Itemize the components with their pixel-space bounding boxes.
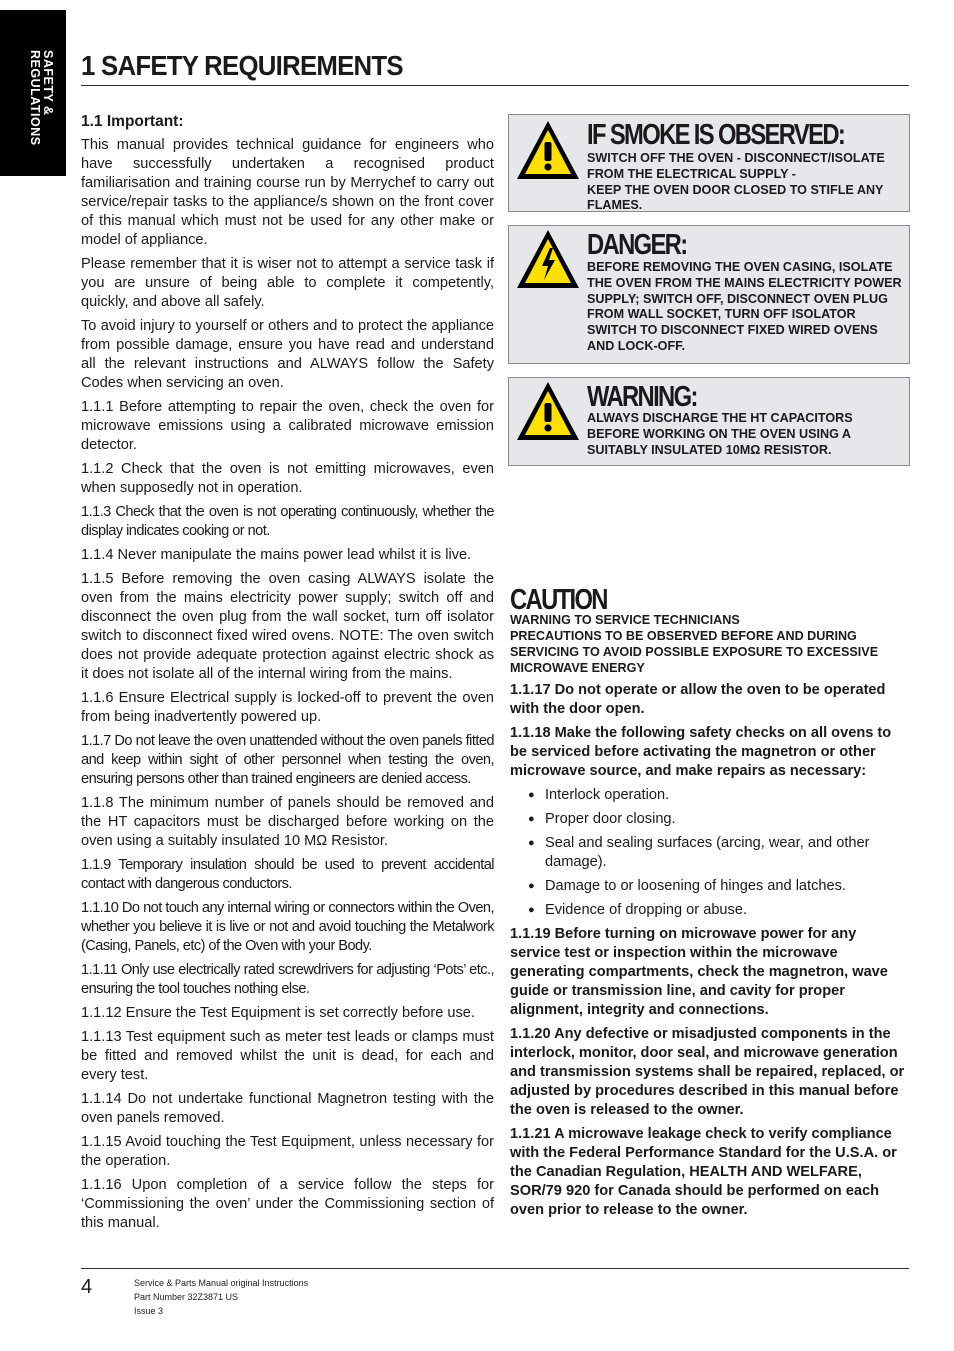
section-heading: 1.1 Important: <box>81 113 184 130</box>
smoke-notice-box <box>508 114 910 212</box>
item-1-1-11: 1.1.11 Only use electrically rated screwdrivers for adjusting ‘Pots’ etc., ensuring the tool touches nothing else. <box>81 962 494 997</box>
item-1-1-1: 1.1.1 Before attempting to repair the oven, check the oven for microwave emissions using a calibrated microwave emission detector. <box>81 399 494 453</box>
item-1-1-17: 1.1.17 Do not operate or allow the oven to be operated with the door open. <box>510 682 886 717</box>
footer-issue: Issue 3 <box>134 1306 164 1316</box>
caution-line2: PRECAUTIONS TO BE OBSERVED BEFORE AND DURING SERVICING TO AVOID POSSIBLE EXPOSURE TO EXCESSIVE MICROWAVE ENERGY <box>510 629 879 675</box>
item-1-1-12: 1.1.12 Ensure the Test Equipment is set correctly before use. <box>81 1005 475 1021</box>
title-divider <box>81 85 909 86</box>
footer-info <box>134 1276 308 1318</box>
item-1-1-14: 1.1.14 Do not undertake functional Magnetron testing with the oven panels removed. <box>81 1091 494 1126</box>
item-1-1-13: 1.1.13 Test equipment such as meter test leads or clamps must be fitted and removed whilst the unit is dead, for each and every test. <box>81 1029 494 1083</box>
warning-heading: WARNING: <box>587 381 697 413</box>
safety-check-list <box>510 786 910 920</box>
intro-paragraph-2: Please remember that it is wiser not to attempt a service task if you are unsure of being able to complete it competently, quickly, and above all safely. <box>81 256 494 310</box>
smoke-text-line2: KEEP THE OVEN DOOR CLOSED TO STIFLE ANY FLAMES. <box>587 182 884 213</box>
footer-divider <box>81 1268 909 1269</box>
item-1-1-8: 1.1.8 The minimum number of panels should be removed and the HT capacitors must be discharged before working on the oven using a suitably insulated 10 MΩ Resistor. <box>81 795 494 849</box>
item-1-1-4: 1.1.4 Never manipulate the mains power lead whilst it is live. <box>81 547 472 563</box>
item-1-1-21: 1.1.21 A microwave leakage check to verify compliance with the Federal Performance Standard for the U.S.A. or the Canadian Regulation, HEALTH AND WELFARE, SOR/79 920 for Canada should be performed on each oven prior to release to the owner. <box>510 1126 897 1218</box>
list-item: ● Seal and sealing surfaces (arcing, wear, and other damage). <box>510 834 910 872</box>
left-column <box>81 112 494 1238</box>
item-1-1-7: 1.1.7 Do not leave the oven unattended without the oven panels fitted and keep within sight of other personnel when testing the oven, ensuring persons other than trained engineers are denied access. <box>81 733 494 787</box>
right-column <box>510 681 910 1225</box>
item-1-1-20: 1.1.20 Any defective or misadjusted components in the interlock, monitor, door seal, and microwave generation and transmission systems shall be repaired, replaced, or adjusted by procedures described in this manual before the oven is released to the owner. <box>510 1026 905 1118</box>
item-1-1-2: 1.1.2 Check that the oven is not emitting microwaves, even when supposedly not in operation. <box>81 461 494 496</box>
warning-notice-box <box>508 377 910 466</box>
smoke-heading: IF SMOKE IS OBSERVED: <box>587 119 845 151</box>
caution-heading: CAUTION <box>510 584 607 616</box>
page-title: 1 SAFETY REQUIREMENTS <box>81 50 403 81</box>
page-number: 4 <box>81 1276 93 1298</box>
danger-heading: DANGER: <box>587 229 687 261</box>
exclamation-warning-icon <box>515 119 581 181</box>
intro-paragraph-3: To avoid injury to yourself or others and to protect the appliance from possible damage, ensure you have read and understand all the relevant instructions and ALWAYS follow the Safety Codes when servicing an oven. <box>81 318 494 391</box>
list-item: ● Evidence of dropping or abuse. <box>510 901 910 920</box>
list-item: ● Damage to or loosening of hinges and latches. <box>510 877 910 896</box>
caution-line1: WARNING TO SERVICE TECHNICIANS <box>510 613 740 627</box>
smoke-text-line1: SWITCH OFF THE OVEN - DISCONNECT/ISOLATE FROM THE ELECTRICAL SUPPLY - <box>587 151 885 181</box>
footer-part-number: Part Number 32Z3871 US <box>134 1292 239 1302</box>
item-1-1-9: 1.1.9 Temporary insulation should be used to prevent accidental contact with dangerous conductors. <box>81 857 494 892</box>
item-1-1-15: 1.1.15 Avoid touching the Test Equipment, unless necessary for the operation. <box>81 1134 494 1169</box>
intro-paragraph-1: This manual provides technical guidance for engineers who have successfully undertaken a recognised product familiarisation and training course run by Merrychef to carry out service/repair tasks to the appliance/s shown on the front cover of this manual which must not be used for any other make or model of appliance. <box>81 137 494 248</box>
section-side-tab <box>0 10 66 176</box>
danger-text: BEFORE REMOVING THE OVEN CASING, ISOLATE THE OVEN FROM THE MAINS ELECTRICITY POWER SUPPLY; SWITCH OFF, DISCONNECT OVEN PLUG FROM WALL SOCKET, TURN OFF ISOLATOR SWITCH TO DISCONNECT FIXED WIRED OVENS AND LOCK-OFF. <box>587 260 902 353</box>
item-1-1-16: 1.1.16 Upon completion of a service follow the steps for ‘Commissioning the oven’ under the Commissioning section of this manual. <box>81 1177 494 1231</box>
item-1-1-18: 1.1.18 Make the following safety checks on all ovens to be serviced before activating the magnetron or other microwave source, and make repairs as necessary: <box>510 725 892 779</box>
side-tab-line2: REGULATIONS <box>28 50 42 146</box>
side-tab-label <box>28 50 54 170</box>
danger-notice-box <box>508 225 910 364</box>
item-1-1-5: 1.1.5 Before removing the oven casing ALWAYS isolate the oven from the mains electricity power supply; switch off and disconnect the oven plug from the wall socket, turn off isolator switch to disconnect fixed wired ovens. NOTE: The oven switch does not provide adequate protection against electric shock as it does not isolate all of the internal wiring from the mains. <box>81 571 494 682</box>
high-voltage-icon <box>515 228 581 290</box>
list-item: ● Interlock operation. <box>510 786 910 805</box>
caution-subtext <box>510 612 908 676</box>
list-item: ● Proper door closing. <box>510 810 910 829</box>
item-1-1-6: 1.1.6 Ensure Electrical supply is locked-off to prevent the oven from being inadvertently powered up. <box>81 690 494 725</box>
footer-line1: Service & Parts Manual original Instructions <box>134 1278 309 1288</box>
item-1-1-10: 1.1.10 Do not touch any internal wiring or connectors within the Oven, whether you believe it is live or not and avoid touching the Metalwork (Casing, Panels, etc) of the Oven with your Body. <box>81 900 494 954</box>
warning-text: ALWAYS DISCHARGE THE HT CAPACITORS BEFORE WORKING ON THE OVEN USING A SUITABLY INSULATED 10MΩ RESISTOR. <box>587 411 853 457</box>
smoke-text <box>587 151 905 214</box>
item-1-1-19: 1.1.19 Before turning on microwave power for any service test or inspection within the microwave generating compartments, check the magnetron, wave guide or transmission line, and cavity for proper alignment, integrity and connections. <box>510 926 888 1018</box>
exclamation-warning-icon <box>515 380 581 442</box>
item-1-1-3: 1.1.3 Check that the oven is not operating continuously, whether the display indicates cooking or not. <box>81 504 494 539</box>
side-tab-line1: SAFETY & <box>41 50 55 116</box>
